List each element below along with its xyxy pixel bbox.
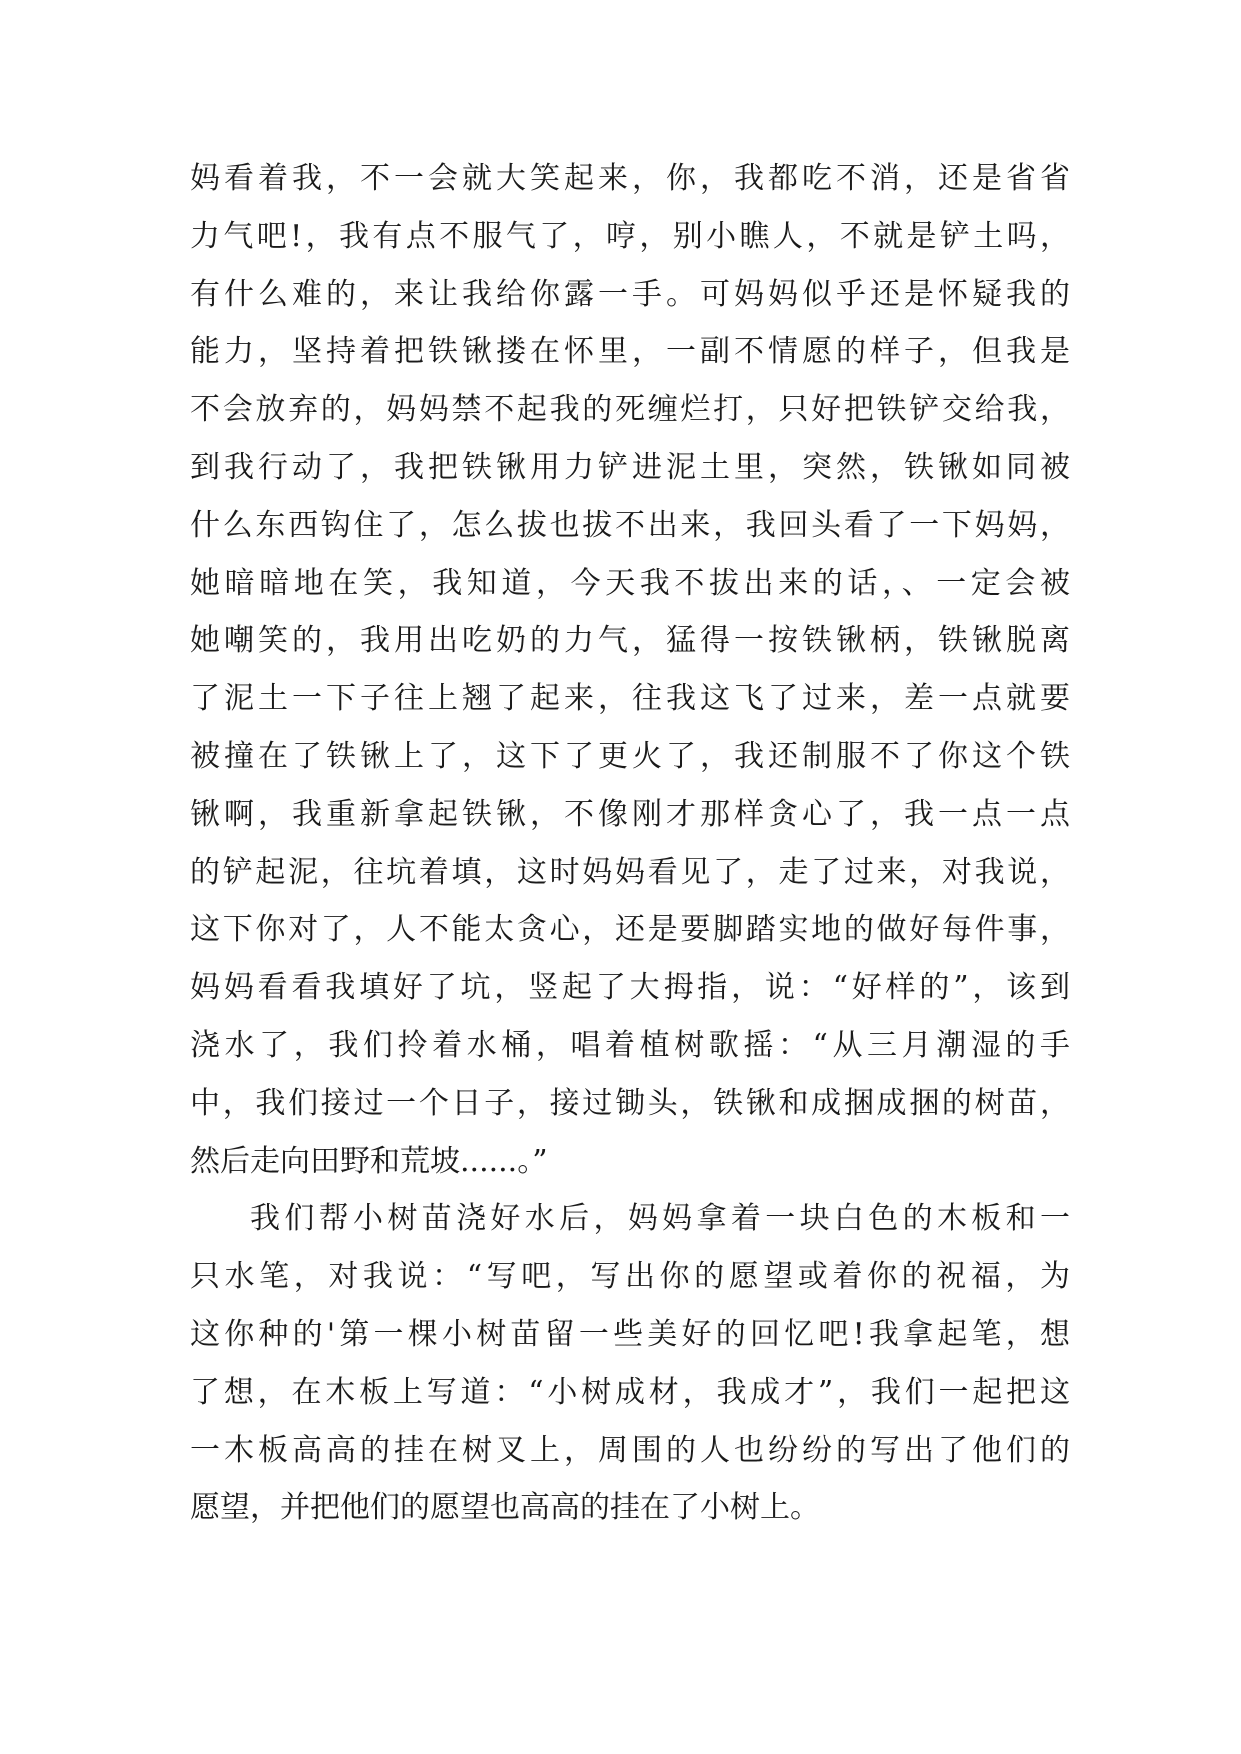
text-line: 她暗暗地在笑，我知道，今天我不拔出来的话，、一定会被: [190, 565, 1070, 601]
paragraph-1: [190, 150, 1070, 1190]
text-line: 她嘲笑的，我用出吃奶的力气，猛得一按铁锹柄，铁锹脱离: [190, 623, 1070, 659]
text-line: 浇水了，我们拎着水桶，唱着植树歌摇：“从三月潮湿的手: [190, 1027, 1070, 1063]
text-line: 愿望，并把他们的愿望也高高的挂在了小树上。: [190, 1490, 820, 1526]
text-line: 力气吧!，我有点不服气了，哼，别小瞧人，不就是铲土吗，: [190, 218, 1070, 254]
text-line: 这你种的'第一棵小树苗留一些美好的回忆吧!我拿起笔，想: [190, 1316, 1070, 1352]
text-line: 了想，在木板上写道：“小树成材，我成才”，我们一起把这: [190, 1374, 1070, 1410]
text-line: 只水笔，对我说：“写吧，写出你的愿望或着你的祝福，为: [190, 1259, 1070, 1295]
text-line: 到我行动了，我把铁锹用力铲进泥土里，突然，铁锹如同被: [190, 449, 1070, 485]
document-body: [190, 150, 1070, 1537]
text-line: 然后走向田野和荒坡......。”: [190, 1143, 548, 1179]
text-line: 中，我们接过一个日子，接过锄头，铁锹和成捆成捆的树苗，: [190, 1085, 1070, 1121]
paragraph-2: [190, 1190, 1070, 1537]
text-line: 这下你对了，人不能太贪心，还是要脚踏实地的做好每件事，: [190, 912, 1070, 948]
text-line: 不会放弃的，妈妈禁不起我的死缠烂打，只好把铁铲交给我，: [190, 392, 1070, 428]
text-line: 妈看着我，不一会就大笑起来，你，我都吃不消，还是省省: [190, 161, 1070, 196]
text-line: 能力，坚持着把铁锹搂在怀里，一副不情愿的样子，但我是: [190, 334, 1070, 370]
text-line: 我们帮小树苗浇好水后，妈妈拿着一块白色的木板和一: [250, 1201, 1070, 1237]
text-line: 一木板高高的挂在树叉上，周围的人也纷纷的写出了他们的: [190, 1432, 1070, 1468]
text-line: 了泥土一下子往上翘了起来，往我这飞了过来，差一点就要: [190, 681, 1070, 717]
text-line: 被撞在了铁锹上了，这下了更火了，我还制服不了你这个铁: [190, 738, 1070, 774]
text-line: 锹啊，我重新拿起铁锹，不像刚才那样贪心了，我一点一点: [190, 796, 1070, 832]
text-line: 的铲起泥，往坑着填，这时妈妈看见了，走了过来，对我说，: [190, 854, 1070, 890]
text-line: 什么东西钩住了，怎么拔也拔不出来，我回头看了一下妈妈，: [190, 507, 1070, 543]
text-line: 妈妈看看我填好了坑，竖起了大拇指，说：“好样的”，该到: [190, 970, 1070, 1006]
text-line: 有什么难的，来让我给你露一手。可妈妈似乎还是怀疑我的: [190, 276, 1070, 312]
